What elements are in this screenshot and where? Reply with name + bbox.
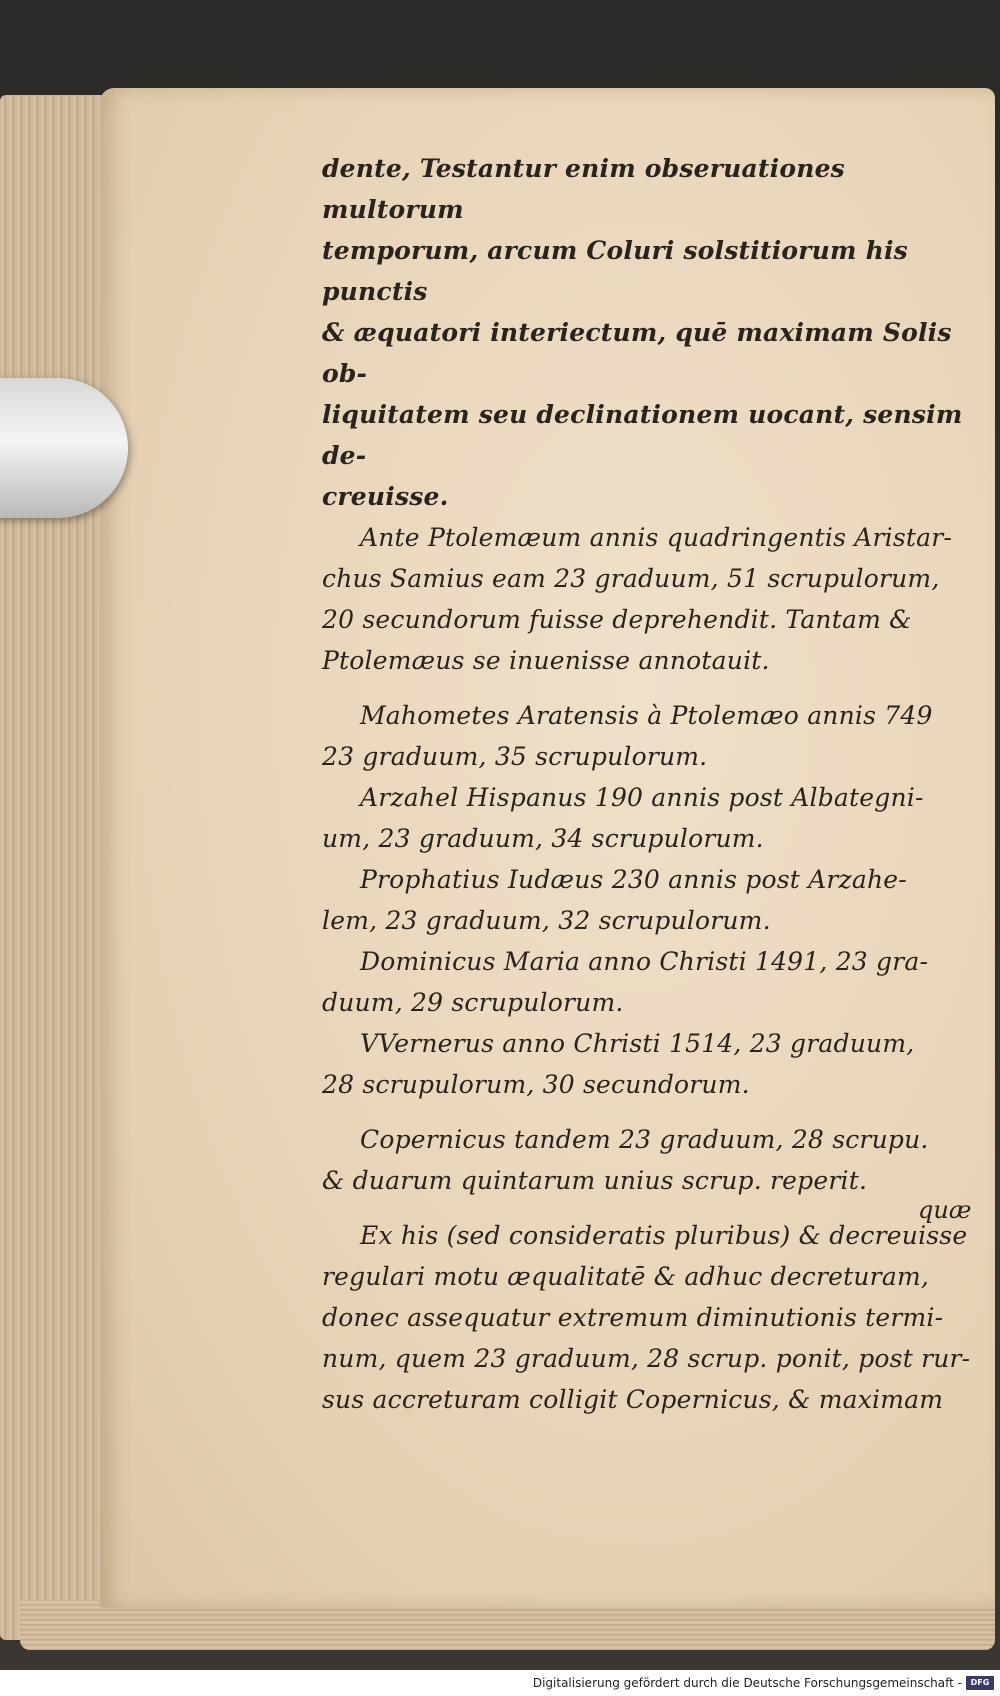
text-line: num, quem 23 graduum, 28 scrup. ponit, post rur-: [322, 1344, 971, 1373]
text-line: Ante Ptolemæum annis quadringentis Aristar-: [360, 523, 953, 552]
text-line: sus accreturam colligit Copernicus, & maximam: [322, 1385, 944, 1414]
catchword: quæ: [918, 1196, 972, 1224]
text-line: duum, 29 scrupulorum.: [322, 988, 624, 1017]
text-line: 20 secundorum fuisse deprehendit. Tantam &: [322, 605, 912, 634]
text-line: lem, 23 graduum, 32 scrupulorum.: [322, 906, 771, 935]
text-line: chus Samius eam 23 graduum, 51 scrupulorum,: [322, 564, 940, 593]
text-line: creuisse.: [322, 482, 449, 511]
text-line: & duarum quintarum unius scrup. reperit.: [322, 1166, 868, 1195]
text-line: regulari motu æqualitatē & adhuc decreturam,: [322, 1262, 929, 1291]
text-line: Dominicus Maria anno Christi 1491, 23 gra-: [360, 947, 929, 976]
text-line: Copernicus tandem 23 graduum, 28 scrupu.: [360, 1125, 929, 1154]
text-line: Prophatius Iudæus 230 annis post Arzahe-: [360, 865, 907, 894]
book-page-edges: [0, 95, 108, 1640]
dfg-logo-icon: DFG: [966, 1676, 994, 1690]
text-line: & æquatori interiectum, quē maximam Solis ob-: [322, 318, 952, 388]
page-text: [322, 148, 972, 1420]
text-line: 28 scrupulorum, 30 secundorum.: [322, 1070, 750, 1099]
text-line: Mahometes Aratensis à Ptolemæo annis 749: [360, 701, 933, 730]
text-line: VVernerus anno Christi 1514, 23 graduum,: [360, 1029, 915, 1058]
text-line: liquitatem seu declinationem uocant, sensim de-: [322, 400, 963, 470]
text-line: Ptolemæus se inuenisse annotauit.: [322, 646, 770, 675]
text-line: temporum, arcum Coluri solstitiorum his punctis: [322, 236, 908, 306]
text-line: donec assequatur extremum diminutionis termi-: [322, 1303, 944, 1332]
text-line: Ex his (sed consideratis pluribus) & decreuisse: [360, 1221, 968, 1250]
text-line: 23 graduum, 35 scrupulorum.: [322, 742, 708, 771]
text-line: dente, Testantur enim obseruationes multorum: [322, 154, 845, 224]
footer-bar: [0, 1672, 1000, 1696]
text-line: um, 23 graduum, 34 scrupulorum.: [322, 824, 764, 853]
footer-credit: Digitalisierung gefördert durch die Deutsche Forschungsgemeinschaft -: [532, 1676, 962, 1690]
text-line: Arzahel Hispanus 190 annis post Albategni-: [360, 783, 924, 812]
